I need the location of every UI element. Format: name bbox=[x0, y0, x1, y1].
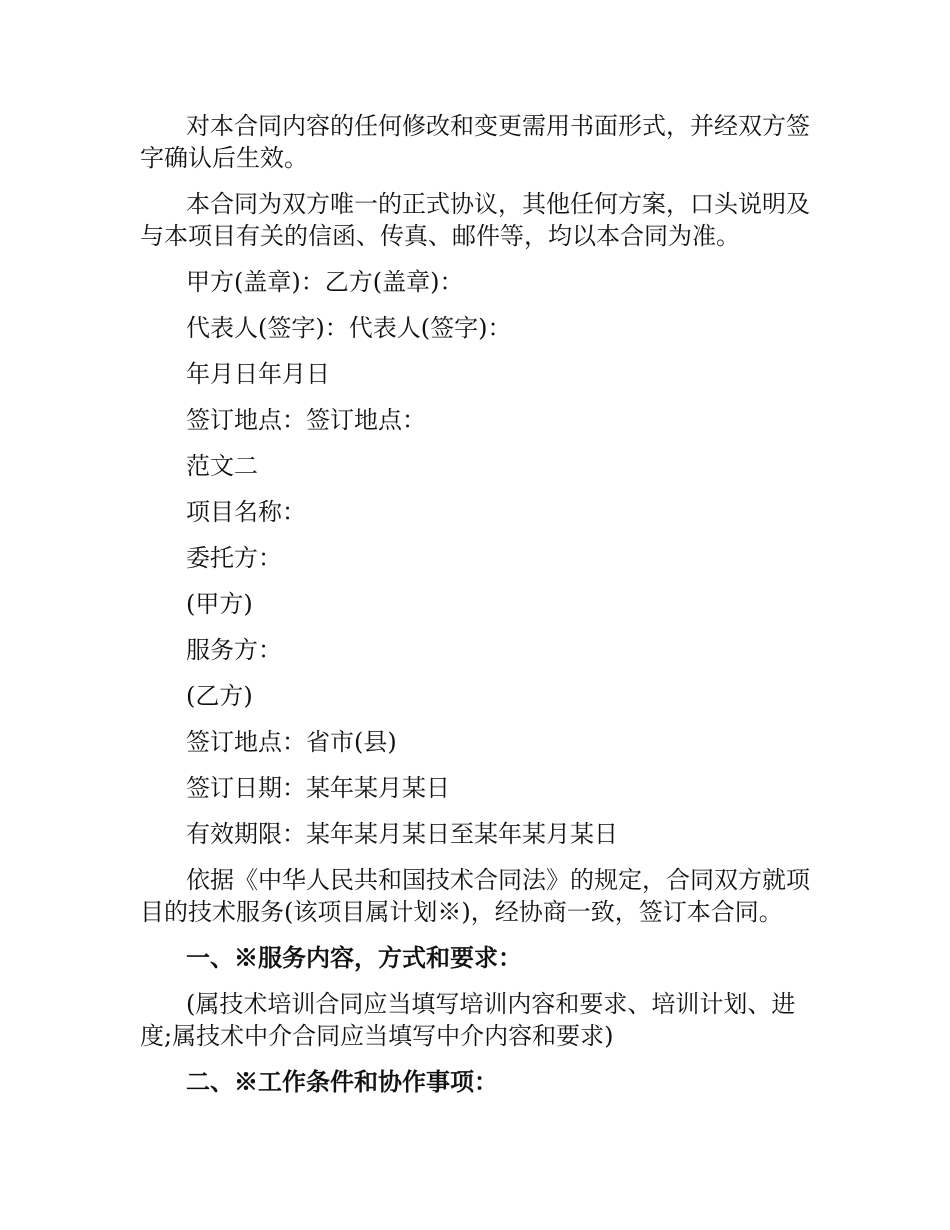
paragraph-service-content-note: (属技术培训合同应当填写培训内容和要求、培训计划、进度;属技术中介合同应当填写中介内容和要求) bbox=[140, 990, 796, 1050]
paragraph-signing-date: 签订日期：某年某月某日 bbox=[186, 774, 450, 802]
paragraph-party-seals: 甲方(盖章)：乙方(盖章)： bbox=[186, 268, 464, 296]
heading-working-conditions: 二、※工作条件和协作事项： bbox=[186, 1067, 498, 1096]
paragraph-client: 委托方： bbox=[186, 544, 282, 572]
paragraph-service-provider: 服务方： bbox=[186, 636, 282, 664]
paragraph-signing-location: 签订地点：省市(县) bbox=[186, 728, 397, 756]
document-body bbox=[140, 110, 820, 1098]
paragraph-amendment-clause: 对本合同内容的任何修改和变更需用书面形式，并经双方签字确认后生效。 bbox=[140, 112, 810, 172]
paragraph-signing-places: 签订地点：签订地点： bbox=[186, 406, 426, 434]
paragraph-party-a: (甲方) bbox=[186, 590, 253, 618]
paragraph-validity-period: 有效期限：某年某月某日至某年某月某日 bbox=[186, 820, 618, 848]
paragraph-sample-two-title: 范文二 bbox=[186, 452, 258, 480]
heading-service-content: 一、※服务内容，方式和要求： bbox=[186, 943, 522, 972]
paragraph-signing-dates: 年月日年月日 bbox=[186, 360, 330, 388]
paragraph-legal-basis: 依据《中华人民共和国技术合同法》的规定，合同双方就项目的技术服务(该项目属计划※)，经协商一致，签订本合同。 bbox=[140, 866, 810, 926]
paragraph-representative-signatures: 代表人(签字)：代表人(签字)： bbox=[186, 314, 512, 342]
paragraph-sole-agreement-clause: 本合同为双方唯一的正式协议，其他任何方案，口头说明及与本项目有关的信函、传真、邮件等，均以本合同为准。 bbox=[140, 190, 810, 250]
paragraph-project-name: 项目名称： bbox=[186, 498, 306, 526]
paragraph-party-b: (乙方) bbox=[186, 682, 253, 710]
